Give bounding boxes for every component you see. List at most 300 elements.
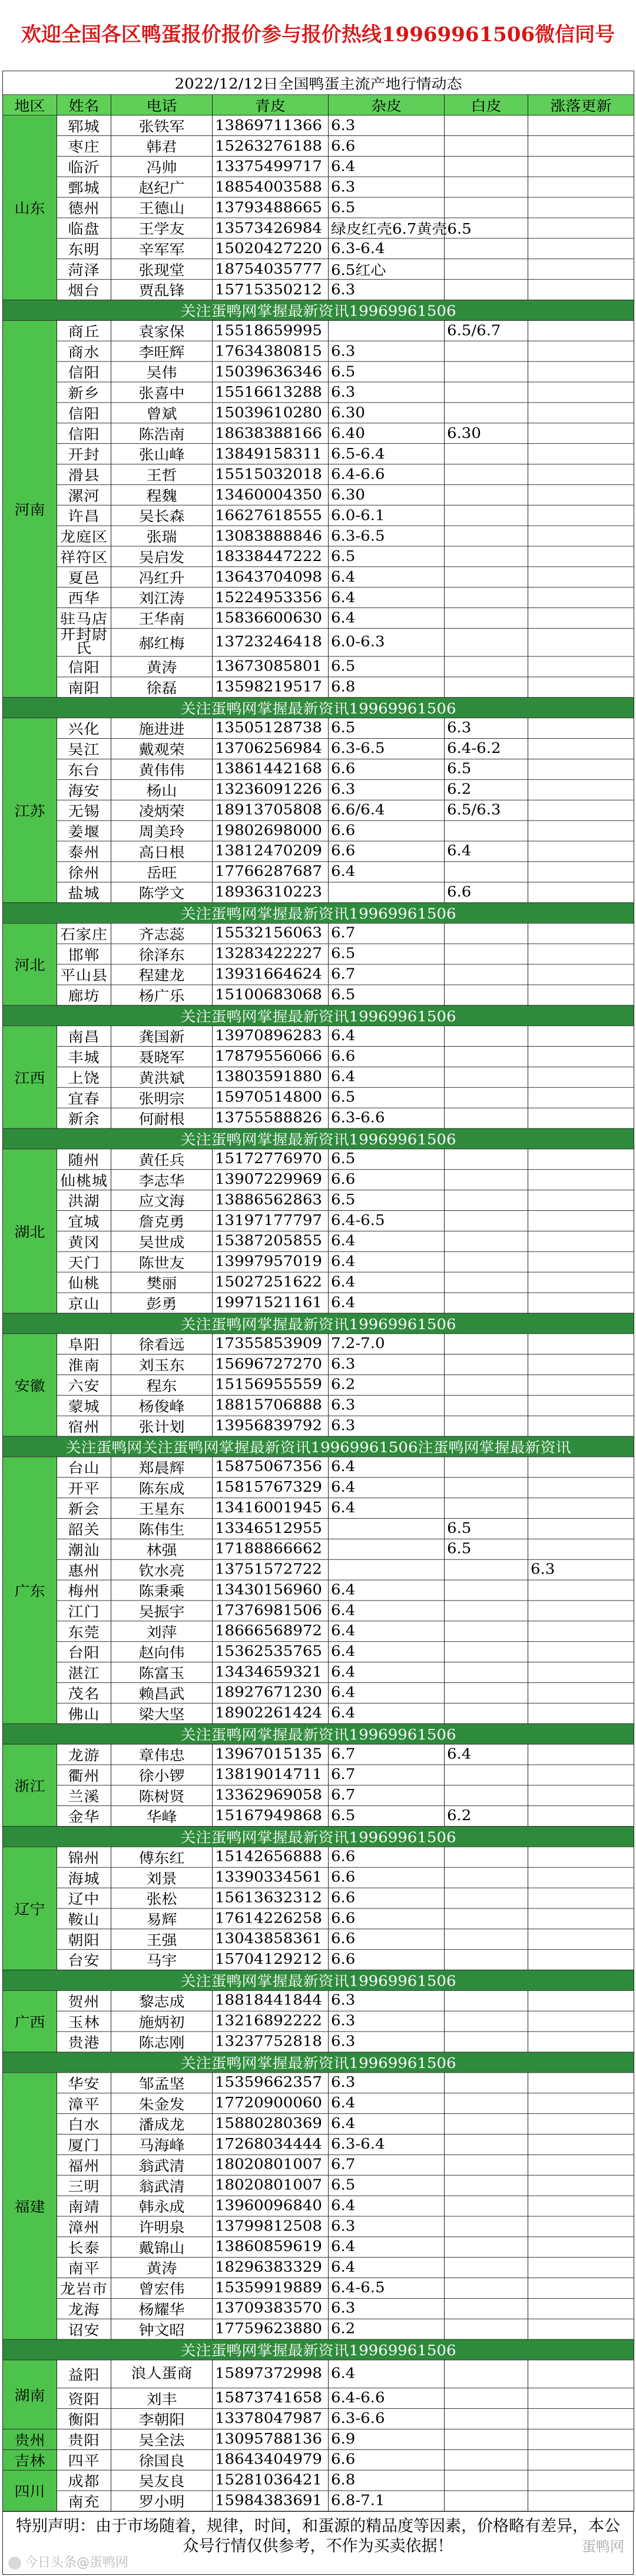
white-shell-price-cell xyxy=(528,1641,634,1662)
phone-cell: 15142656888 xyxy=(213,1847,329,1867)
mixed-shell-price-cell xyxy=(445,238,528,259)
white-shell-price-cell xyxy=(528,718,634,738)
phone-cell: 13803591880 xyxy=(213,1067,329,1087)
green-shell-price-cell xyxy=(329,320,445,341)
region-cell: 郓城 xyxy=(57,115,111,136)
table-row xyxy=(3,2134,634,2155)
table-row xyxy=(3,1478,634,1498)
phone-cell: 15167949868 xyxy=(213,1805,329,1826)
phone-cell: 17355853909 xyxy=(213,1333,329,1354)
green-shell-price-cell: 6.3 xyxy=(329,2011,445,2031)
phone-cell: 13197177797 xyxy=(213,1210,329,1231)
white-shell-price-cell xyxy=(528,2319,634,2339)
table-row xyxy=(3,1498,634,1518)
mixed-shell-price-cell xyxy=(445,2278,528,2298)
table-row xyxy=(3,821,634,841)
table-row xyxy=(3,2155,634,2175)
white-shell-price-cell xyxy=(528,1333,634,1354)
phone-cell: 13673085801 xyxy=(213,656,329,677)
white-shell-price-cell xyxy=(528,2237,634,2258)
table-row xyxy=(3,115,634,136)
mixed-shell-price-cell: 6.4 xyxy=(445,1744,528,1765)
green-shell-price-cell: 6.30 xyxy=(329,403,445,423)
region-cell: 华安 xyxy=(57,2073,111,2093)
table-row xyxy=(3,779,634,800)
white-shell-price-cell xyxy=(528,2155,634,2175)
green-shell-price-cell: 6.4-6.5 xyxy=(329,2278,445,2298)
white-shell-price-cell xyxy=(528,738,634,759)
green-shell-price-cell: 6.7 xyxy=(329,1785,445,1806)
region-cell: 福州 xyxy=(57,2155,111,2175)
phone-cell: 13967015135 xyxy=(213,1744,329,1765)
phone-cell: 15875067356 xyxy=(213,1457,329,1478)
table-row xyxy=(3,2360,634,2388)
white-shell-price-cell xyxy=(528,1170,634,1190)
phone-cell: 17720900060 xyxy=(213,2093,329,2114)
green-shell-price-cell: 6.7 xyxy=(329,2155,445,2175)
white-shell-price-cell xyxy=(528,259,634,280)
region-cell: 六安 xyxy=(57,1375,111,1395)
mixed-shell-price-cell xyxy=(445,2470,528,2491)
table-row xyxy=(3,546,634,567)
region-cell: 潮汕 xyxy=(57,1539,111,1559)
table-row xyxy=(3,1067,634,1087)
name-cell: 张铁军 xyxy=(111,115,213,136)
green-shell-price-cell: 6.4 xyxy=(329,1580,445,1601)
phone-cell: 15039636346 xyxy=(213,361,329,382)
table-row xyxy=(3,2196,634,2216)
mixed-shell-price-cell xyxy=(445,1498,528,1518)
green-shell-price-cell: 6.5 xyxy=(329,361,445,382)
section-band-text: 关注蛋鸭网掌握最新资讯19969961506 xyxy=(3,1826,634,1847)
mixed-shell-price-cell xyxy=(445,1375,528,1395)
region-cell: 阜阳 xyxy=(57,1333,111,1354)
region-cell: 台阳 xyxy=(57,1641,111,1662)
phone-cell: 18643404979 xyxy=(213,2449,329,2470)
name-cell: 陈秉乘 xyxy=(111,1580,213,1601)
name-cell: 王华南 xyxy=(111,608,213,628)
table-row xyxy=(3,1601,634,1621)
section-band-row xyxy=(3,1313,634,1334)
mixed-shell-price-cell xyxy=(445,2031,528,2052)
name-cell: 王学友 xyxy=(111,218,213,238)
region-cell: 东台 xyxy=(57,759,111,779)
table-row xyxy=(3,2470,634,2491)
region-cell: 天门 xyxy=(57,1252,111,1272)
region-cell: 韶关 xyxy=(57,1518,111,1539)
region-cell: 无锡 xyxy=(57,800,111,821)
name-cell: 钦水亮 xyxy=(111,1559,213,1580)
name-cell: 吴长森 xyxy=(111,505,213,526)
name-cell: 邹孟坚 xyxy=(111,2073,213,2093)
white-shell-price-cell xyxy=(528,156,634,177)
mixed-shell-price-cell xyxy=(445,2216,528,2237)
table-row xyxy=(3,1867,634,1888)
section-band-row xyxy=(3,300,634,320)
name-cell: 高日根 xyxy=(111,841,213,862)
name-cell: 樊丽 xyxy=(111,1272,213,1293)
region-cell: 上饶 xyxy=(57,1067,111,1087)
name-cell: 张瑞 xyxy=(111,526,213,546)
phone-cell: 15020427220 xyxy=(213,238,329,259)
table-header-row xyxy=(3,95,634,115)
white-shell-price-cell xyxy=(528,1990,634,2011)
green-shell-price-cell: 绿皮红壳6.7黄壳6.5 xyxy=(329,218,445,238)
white-shell-price-cell xyxy=(528,444,634,464)
region-cell: 厦门 xyxy=(57,2134,111,2155)
white-shell-price-cell xyxy=(528,923,634,944)
name-cell: 程东 xyxy=(111,1375,213,1395)
mixed-shell-price-cell xyxy=(445,526,528,546)
name-cell: 黄涛 xyxy=(111,2257,213,2278)
white-shell-price-cell xyxy=(528,484,634,505)
mixed-shell-price-cell xyxy=(445,2408,528,2429)
region-cell: 信阳 xyxy=(57,656,111,677)
table-row xyxy=(3,177,634,197)
watermark-right: 蛋鸭网 xyxy=(582,2538,624,2555)
mixed-shell-price-cell xyxy=(445,177,528,197)
table-row xyxy=(3,1805,634,1826)
white-shell-price-cell xyxy=(528,1457,634,1478)
green-shell-price-cell: 6.3-6.6 xyxy=(329,2408,445,2429)
phone-cell: 13216892222 xyxy=(213,2011,329,2031)
province-cell: 江西 xyxy=(3,1025,57,1128)
province-cell: 福建 xyxy=(3,2073,57,2339)
white-shell-price-cell xyxy=(528,382,634,403)
green-shell-price-cell: 6.4 xyxy=(329,2237,445,2258)
name-cell: 王哲 xyxy=(111,464,213,484)
region-cell: 台安 xyxy=(57,1949,111,1970)
name-cell: 徐小锣 xyxy=(111,1765,213,1785)
name-cell: 程魏 xyxy=(111,484,213,505)
green-shell-price-cell: 6.3-6.4 xyxy=(329,2134,445,2155)
region-cell: 仙桃 xyxy=(57,1272,111,1293)
name-cell: 岳旺 xyxy=(111,862,213,882)
green-shell-price-cell: 6.30 xyxy=(329,484,445,505)
phone-cell: 18815706888 xyxy=(213,1395,329,1416)
green-shell-price-cell xyxy=(329,882,445,902)
white-shell-price-cell xyxy=(528,2388,634,2408)
name-cell: 陈伟生 xyxy=(111,1518,213,1539)
name-cell: 吴世成 xyxy=(111,1231,213,1252)
phone-cell: 13970896283 xyxy=(213,1025,329,1046)
table-row xyxy=(3,280,634,300)
phone-cell: 13860859619 xyxy=(213,2237,329,2258)
white-shell-price-cell xyxy=(528,567,634,587)
region-cell: 漳州 xyxy=(57,2216,111,2237)
white-shell-price-cell xyxy=(528,779,634,800)
table-row xyxy=(3,1333,634,1354)
table-row xyxy=(3,197,634,218)
table-row xyxy=(3,136,634,157)
section-band-text: 关注蛋鸭网掌握最新资讯19969961506 xyxy=(3,2052,634,2073)
white-shell-price-cell xyxy=(528,1210,634,1231)
phone-cell: 15362535765 xyxy=(213,1641,329,1662)
region-cell: 吴江 xyxy=(57,738,111,759)
name-cell: 刘萍 xyxy=(111,1621,213,1642)
mixed-shell-price-cell xyxy=(445,156,528,177)
table-row xyxy=(3,1744,634,1765)
name-cell: 刘丰 xyxy=(111,2388,213,2408)
mixed-shell-price-cell xyxy=(445,1025,528,1046)
white-shell-price-cell xyxy=(528,628,634,656)
white-shell-price-cell xyxy=(528,1395,634,1416)
name-cell: 陈学文 xyxy=(111,882,213,902)
mixed-shell-price-cell xyxy=(445,1580,528,1601)
phone-cell: 18913705808 xyxy=(213,800,329,821)
region-cell: 南充 xyxy=(57,2491,111,2511)
green-shell-price-cell: 6.3-6.5 xyxy=(329,738,445,759)
green-shell-price-cell: 6.4 xyxy=(329,1272,445,1293)
mixed-shell-price-cell xyxy=(445,1087,528,1108)
table-row xyxy=(3,587,634,608)
name-cell: 赵纪广 xyxy=(111,177,213,197)
white-shell-price-cell xyxy=(528,1805,634,1826)
table-row xyxy=(3,800,634,821)
white-shell-price-cell xyxy=(528,1785,634,1806)
section-band-text: 关注蛋鸭网掌握最新资讯19969961506 xyxy=(3,300,634,320)
phone-cell: 13283422227 xyxy=(213,944,329,964)
region-cell: 南阳 xyxy=(57,677,111,698)
green-shell-price-cell: 6.6 xyxy=(329,1908,445,1929)
table-row xyxy=(3,1641,634,1662)
region-cell: 泰州 xyxy=(57,841,111,862)
name-cell: 黄任兵 xyxy=(111,1149,213,1170)
region-cell: 兰溪 xyxy=(57,1785,111,1806)
region-cell: 惠州 xyxy=(57,1559,111,1580)
region-cell: 衢州 xyxy=(57,1765,111,1785)
table-row xyxy=(3,1559,634,1580)
phone-cell: 17376981506 xyxy=(213,1601,329,1621)
region-cell: 龙庭区 xyxy=(57,526,111,546)
region-cell: 佛山 xyxy=(57,1703,111,1724)
white-shell-price-cell xyxy=(528,1293,634,1313)
table-title: 2022/12/12日全国鸭蛋主流产地行情动态 xyxy=(3,71,634,94)
table-row xyxy=(3,2031,634,2052)
table-row xyxy=(3,2093,634,2114)
name-cell: 傅东红 xyxy=(111,1847,213,1867)
mixed-shell-price-cell xyxy=(445,1908,528,1929)
table-row xyxy=(3,567,634,587)
region-cell: 海安 xyxy=(57,779,111,800)
green-shell-price-cell: 6.3 xyxy=(329,1354,445,1375)
phone-cell: 15880280369 xyxy=(213,2113,329,2134)
mixed-shell-price-cell xyxy=(445,1170,528,1190)
green-shell-price-cell: 6.4 xyxy=(329,1252,445,1272)
table-row xyxy=(3,320,634,341)
table-row xyxy=(3,1518,634,1539)
phone-cell: 13793488665 xyxy=(213,197,329,218)
white-shell-price-cell xyxy=(528,1580,634,1601)
phone-cell: 13956839792 xyxy=(213,1416,329,1436)
mixed-shell-price-cell: 6.5/6.3 xyxy=(445,800,528,821)
province-cell: 贵州 xyxy=(3,2429,57,2449)
region-cell: 商丘 xyxy=(57,320,111,341)
region-cell: 信阳 xyxy=(57,403,111,423)
green-shell-price-cell: 6.4 xyxy=(329,2257,445,2278)
phone-cell: 17268034444 xyxy=(213,2134,329,2155)
phone-cell: 13598219517 xyxy=(213,677,329,698)
green-shell-price-cell xyxy=(329,1539,445,1559)
region-cell: 新会 xyxy=(57,1498,111,1518)
green-shell-price-cell: 6.4-6.5 xyxy=(329,1210,445,1231)
table-row xyxy=(3,156,634,177)
province-cell: 广东 xyxy=(3,1457,57,1724)
region-cell: 新乡 xyxy=(57,382,111,403)
green-shell-price-cell: 6.2 xyxy=(329,1375,445,1395)
white-shell-price-cell xyxy=(528,2491,634,2511)
province-cell: 浙江 xyxy=(3,1744,57,1826)
white-shell-price-cell xyxy=(528,1416,634,1436)
white-shell-price-cell xyxy=(528,677,634,698)
region-cell: 仙桃城 xyxy=(57,1170,111,1190)
mixed-shell-price-cell xyxy=(445,1785,528,1806)
table-row xyxy=(3,718,634,738)
green-shell-price-cell: 6.4-6.6 xyxy=(329,2388,445,2408)
region-cell: 开封尉氏 xyxy=(57,628,111,656)
section-band-row xyxy=(3,1970,634,1990)
table-row xyxy=(3,1908,634,1929)
table-title-row xyxy=(3,71,634,94)
phone-cell: 15696727270 xyxy=(213,1354,329,1375)
region-cell: 滑县 xyxy=(57,464,111,484)
phone-cell: 13751572722 xyxy=(213,1559,329,1580)
mixed-shell-price-cell xyxy=(445,2134,528,2155)
table-row xyxy=(3,1354,634,1375)
green-shell-price-cell: 6.6 xyxy=(329,821,445,841)
phone-cell: 13430156960 xyxy=(213,1580,329,1601)
phone-cell: 13083888846 xyxy=(213,526,329,546)
region-cell: 蒙城 xyxy=(57,1395,111,1416)
region-cell: 龙游 xyxy=(57,1744,111,1765)
phone-cell: 13886562863 xyxy=(213,1190,329,1210)
name-cell: 戴观荣 xyxy=(111,738,213,759)
table-row xyxy=(3,656,634,677)
table-row xyxy=(3,677,634,698)
table-row xyxy=(3,464,634,484)
region-cell: 四平 xyxy=(57,2449,111,2470)
disclaimer-footer: 特别声明：由于市场随着，规律，时间，和蛋源的精品度等因素，价格略有差异，本公众号行情仅供参考，不作为买卖依据！ xyxy=(2,2511,634,2575)
table-row xyxy=(3,1210,634,1231)
table-row xyxy=(3,444,634,464)
table-row xyxy=(3,1149,634,1170)
phone-cell: 16627618555 xyxy=(213,505,329,526)
phone-cell: 17879556066 xyxy=(213,1046,329,1067)
green-shell-price-cell: 6.5 xyxy=(329,2175,445,2196)
white-shell-price-cell xyxy=(528,361,634,382)
white-shell-price-cell xyxy=(528,1025,634,1046)
mixed-shell-price-cell xyxy=(445,1621,528,1642)
white-shell-price-cell xyxy=(528,218,634,238)
table-row xyxy=(3,2237,634,2258)
region-cell: 台山 xyxy=(57,1457,111,1478)
name-cell: 王星东 xyxy=(111,1498,213,1518)
phone-cell: 15970514800 xyxy=(213,1087,329,1108)
name-cell: 浪人蛋商 xyxy=(111,2360,213,2388)
white-shell-price-cell xyxy=(528,1046,634,1067)
phone-cell: 15815767329 xyxy=(213,1478,329,1498)
mixed-shell-price-cell xyxy=(445,1272,528,1293)
green-shell-price-cell: 6.4 xyxy=(329,1293,445,1313)
price-table xyxy=(2,71,634,2511)
table-row xyxy=(3,1087,634,1108)
green-shell-price-cell xyxy=(329,1518,445,1539)
name-cell: 翁武清 xyxy=(111,2175,213,2196)
mixed-shell-price-cell xyxy=(445,2257,528,2278)
table-row xyxy=(3,341,634,361)
phone-cell: 13706256984 xyxy=(213,738,329,759)
green-shell-price-cell: 6.7 xyxy=(329,964,445,985)
mixed-shell-price-cell xyxy=(445,923,528,944)
name-cell: 吴全法 xyxy=(111,2429,213,2449)
province-cell: 湖南 xyxy=(3,2360,57,2429)
green-shell-price-cell: 6.3 xyxy=(329,341,445,361)
mixed-shell-price-cell xyxy=(445,1067,528,1087)
mixed-shell-price-cell xyxy=(445,677,528,698)
table-row xyxy=(3,862,634,882)
white-shell-price-cell xyxy=(528,2278,634,2298)
name-cell: 刘玉东 xyxy=(111,1354,213,1375)
name-cell: 华峰 xyxy=(111,1805,213,1826)
phone-cell: 13236091226 xyxy=(213,779,329,800)
white-shell-price-cell xyxy=(528,656,634,677)
region-cell: 贵港 xyxy=(57,2031,111,2052)
section-band-text: 关注蛋鸭网掌握最新资讯19969961506 xyxy=(3,698,634,718)
mixed-shell-price-cell xyxy=(445,1190,528,1210)
white-shell-price-cell xyxy=(528,1888,634,1908)
green-shell-price-cell: 6.4 xyxy=(329,2196,445,2216)
white-shell-price-cell xyxy=(528,1108,634,1128)
region-cell: 漯河 xyxy=(57,484,111,505)
phone-cell: 13849158311 xyxy=(213,444,329,464)
green-shell-price-cell: 6.6 xyxy=(329,1929,445,1950)
table-row xyxy=(3,2278,634,2298)
green-shell-price-cell: 6.0-6.3 xyxy=(329,628,445,656)
province-cell: 安徽 xyxy=(3,1333,57,1436)
white-shell-price-cell xyxy=(528,841,634,862)
table-row xyxy=(3,628,634,656)
region-cell: 姜堰 xyxy=(57,821,111,841)
white-shell-price-cell xyxy=(528,1190,634,1210)
white-shell-price-cell xyxy=(528,1231,634,1252)
green-shell-price-cell: 6.6 xyxy=(329,1949,445,1970)
mixed-shell-price-cell xyxy=(445,259,528,280)
table-row xyxy=(3,1662,634,1682)
region-cell: 衡阳 xyxy=(57,2408,111,2429)
phone-cell: 15516613288 xyxy=(213,382,329,403)
mixed-shell-price-cell xyxy=(445,2113,528,2134)
mixed-shell-price-cell xyxy=(445,403,528,423)
phone-cell: 13043858361 xyxy=(213,1929,329,1950)
section-band-row xyxy=(3,1826,634,1847)
white-shell-price-cell xyxy=(528,2216,634,2237)
region-cell: 龙海 xyxy=(57,2298,111,2319)
green-shell-price-cell xyxy=(329,1559,445,1580)
table-row xyxy=(3,841,634,862)
phone-cell: 13643704098 xyxy=(213,567,329,587)
name-cell: 徐泽东 xyxy=(111,944,213,964)
white-shell-price-cell xyxy=(528,1908,634,1929)
white-shell-price-cell xyxy=(528,862,634,882)
region-cell: 成都 xyxy=(57,2470,111,2491)
green-shell-price-cell: 6.3-6.5 xyxy=(329,526,445,546)
phone-cell: 18338447222 xyxy=(213,546,329,567)
mixed-shell-price-cell xyxy=(445,1867,528,1888)
mixed-shell-price-cell xyxy=(445,1478,528,1498)
phone-cell: 13931664624 xyxy=(213,964,329,985)
mixed-shell-price-cell xyxy=(445,2196,528,2216)
phone-cell: 18854003588 xyxy=(213,177,329,197)
